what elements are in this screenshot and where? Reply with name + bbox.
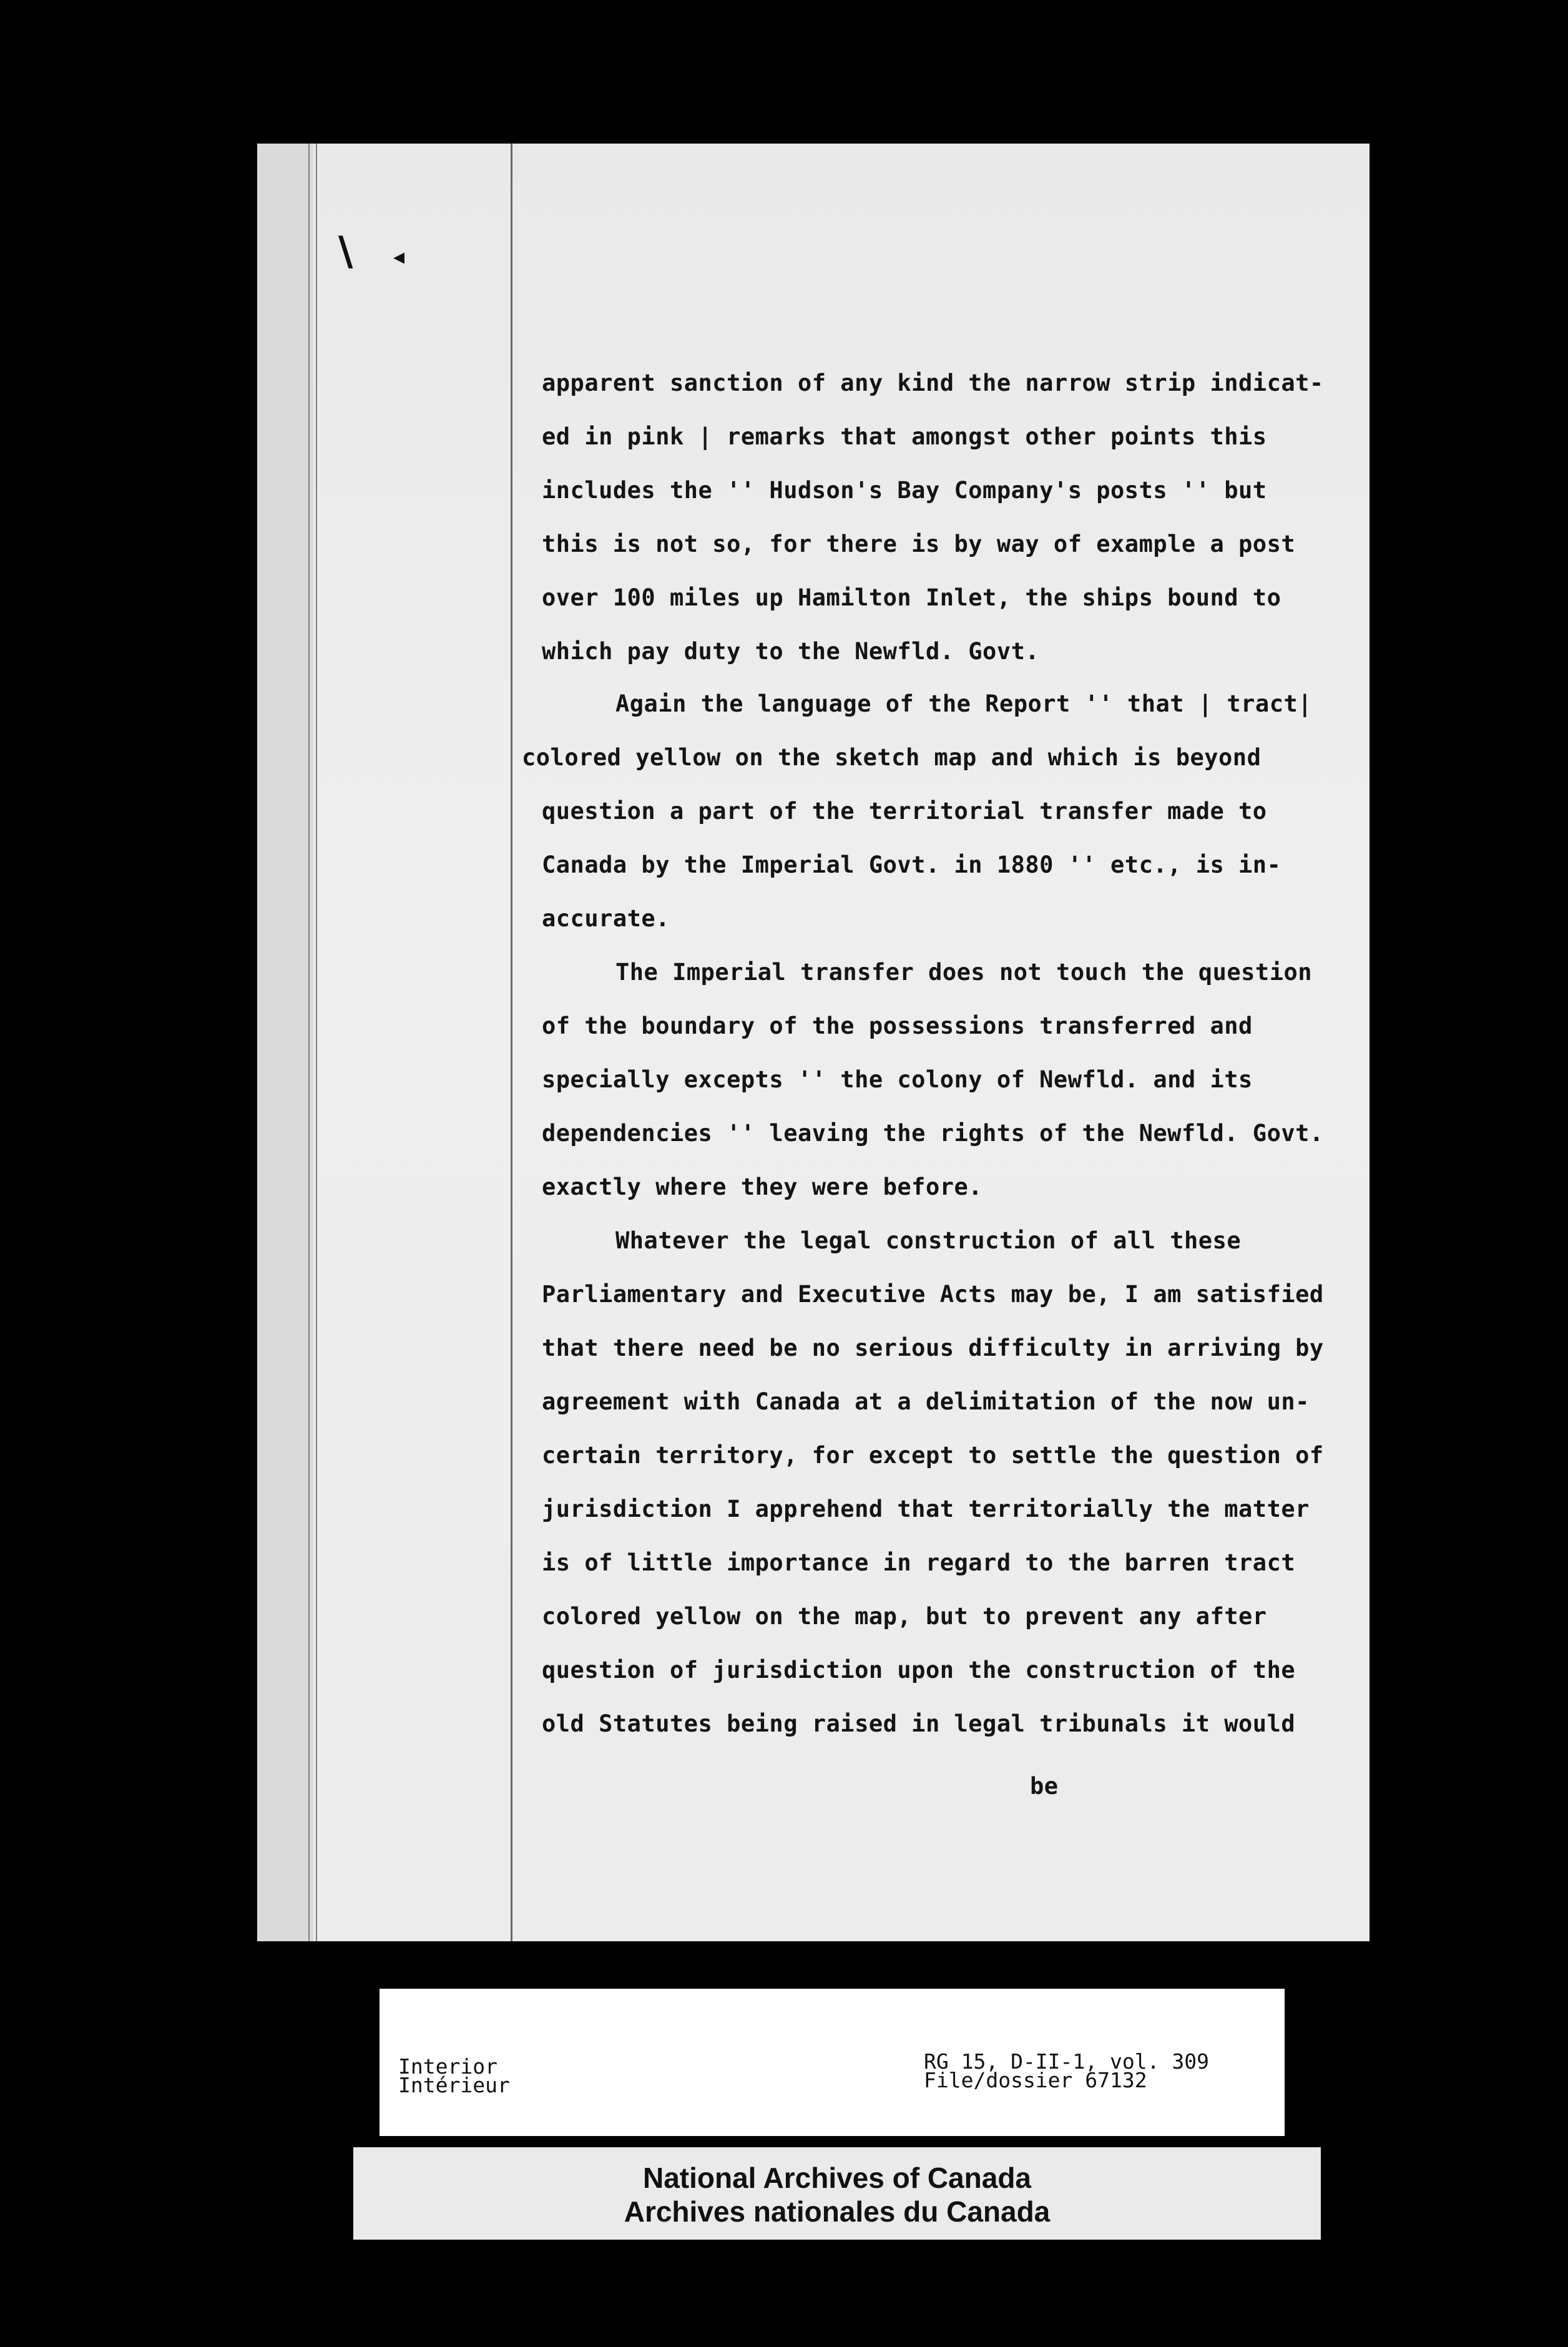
typed-text-block (257, 144, 1370, 1941)
archive-reference-label (380, 1989, 1285, 2136)
archives-name-fr: Archives nationales du Canada (624, 2195, 1051, 2228)
text-line: dependencies '' leaving the rights of the Newfld. Govt. (542, 1120, 1324, 1147)
text-line: Again the language of the Report '' that | tract| (615, 690, 1313, 717)
archives-banner (353, 2147, 1321, 2240)
text-line: that there need be no serious difficulty in arriving by (542, 1335, 1324, 1361)
text-line: specially excepts '' the colony of Newfld. and its (542, 1066, 1253, 1093)
department-fr: Intérieur (398, 2073, 510, 2097)
text-line: is of little importance in regard to the barren tract (542, 1549, 1296, 1576)
record-group-reference: RG 15, D-II-1, vol. 309 (924, 2049, 1209, 2074)
text-line: The Imperial transfer does not touch the question (615, 959, 1313, 986)
text-line: includes the '' Hudson's Bay Company's posts '' but (542, 477, 1267, 504)
document-page (257, 144, 1370, 1941)
text-line: colored yellow on the sketch map and which is beyond (522, 744, 1262, 771)
text-line: over 100 miles up Hamilton Inlet, the ships bound to (542, 584, 1281, 611)
catchword: be (1030, 1773, 1059, 1800)
text-line: question a part of the territorial transfer made to (542, 798, 1267, 825)
text-line: ed in pink | remarks that amongst other points this (542, 423, 1267, 450)
text-line: Canada by the Imperial Govt. in 1880 '' etc., is in- (542, 851, 1281, 878)
text-line: of the boundary of the possessions transferred and (542, 1012, 1253, 1039)
text-line: this is not so, for there is by way of example a post (542, 531, 1296, 557)
text-line: jurisdiction I apprehend that territorially the matter (542, 1496, 1310, 1522)
text-line: exactly where they were before. (542, 1174, 983, 1200)
text-line: certain territory, for except to settle the question of (542, 1442, 1324, 1469)
text-line: Whatever the legal construction of all these (615, 1227, 1242, 1254)
text-line: agreement with Canada at a delimitation of the now un- (542, 1388, 1310, 1415)
text-line: Parliamentary and Executive Acts may be, I am satisfied (542, 1281, 1324, 1308)
text-line: question of jurisdiction upon the construction of the (542, 1657, 1296, 1683)
text-line: colored yellow on the map, but to prevent any after (542, 1603, 1267, 1630)
text-line: which pay duty to the Newfld. Govt. (542, 638, 1040, 665)
text-line: apparent sanction of any kind the narrow strip indicat- (542, 370, 1324, 396)
handwritten-margin-mark: \ (338, 228, 353, 275)
text-line: old Statutes being raised in legal tribunals it would (542, 1710, 1296, 1737)
text-line: accurate. (542, 905, 670, 932)
file-number: File/dossier 67132 (924, 2068, 1147, 2092)
handwritten-margin-mark: ◂ (393, 243, 405, 270)
department-en: Interior (398, 2054, 497, 2079)
archives-name-en: National Archives of Canada (642, 2162, 1031, 2194)
